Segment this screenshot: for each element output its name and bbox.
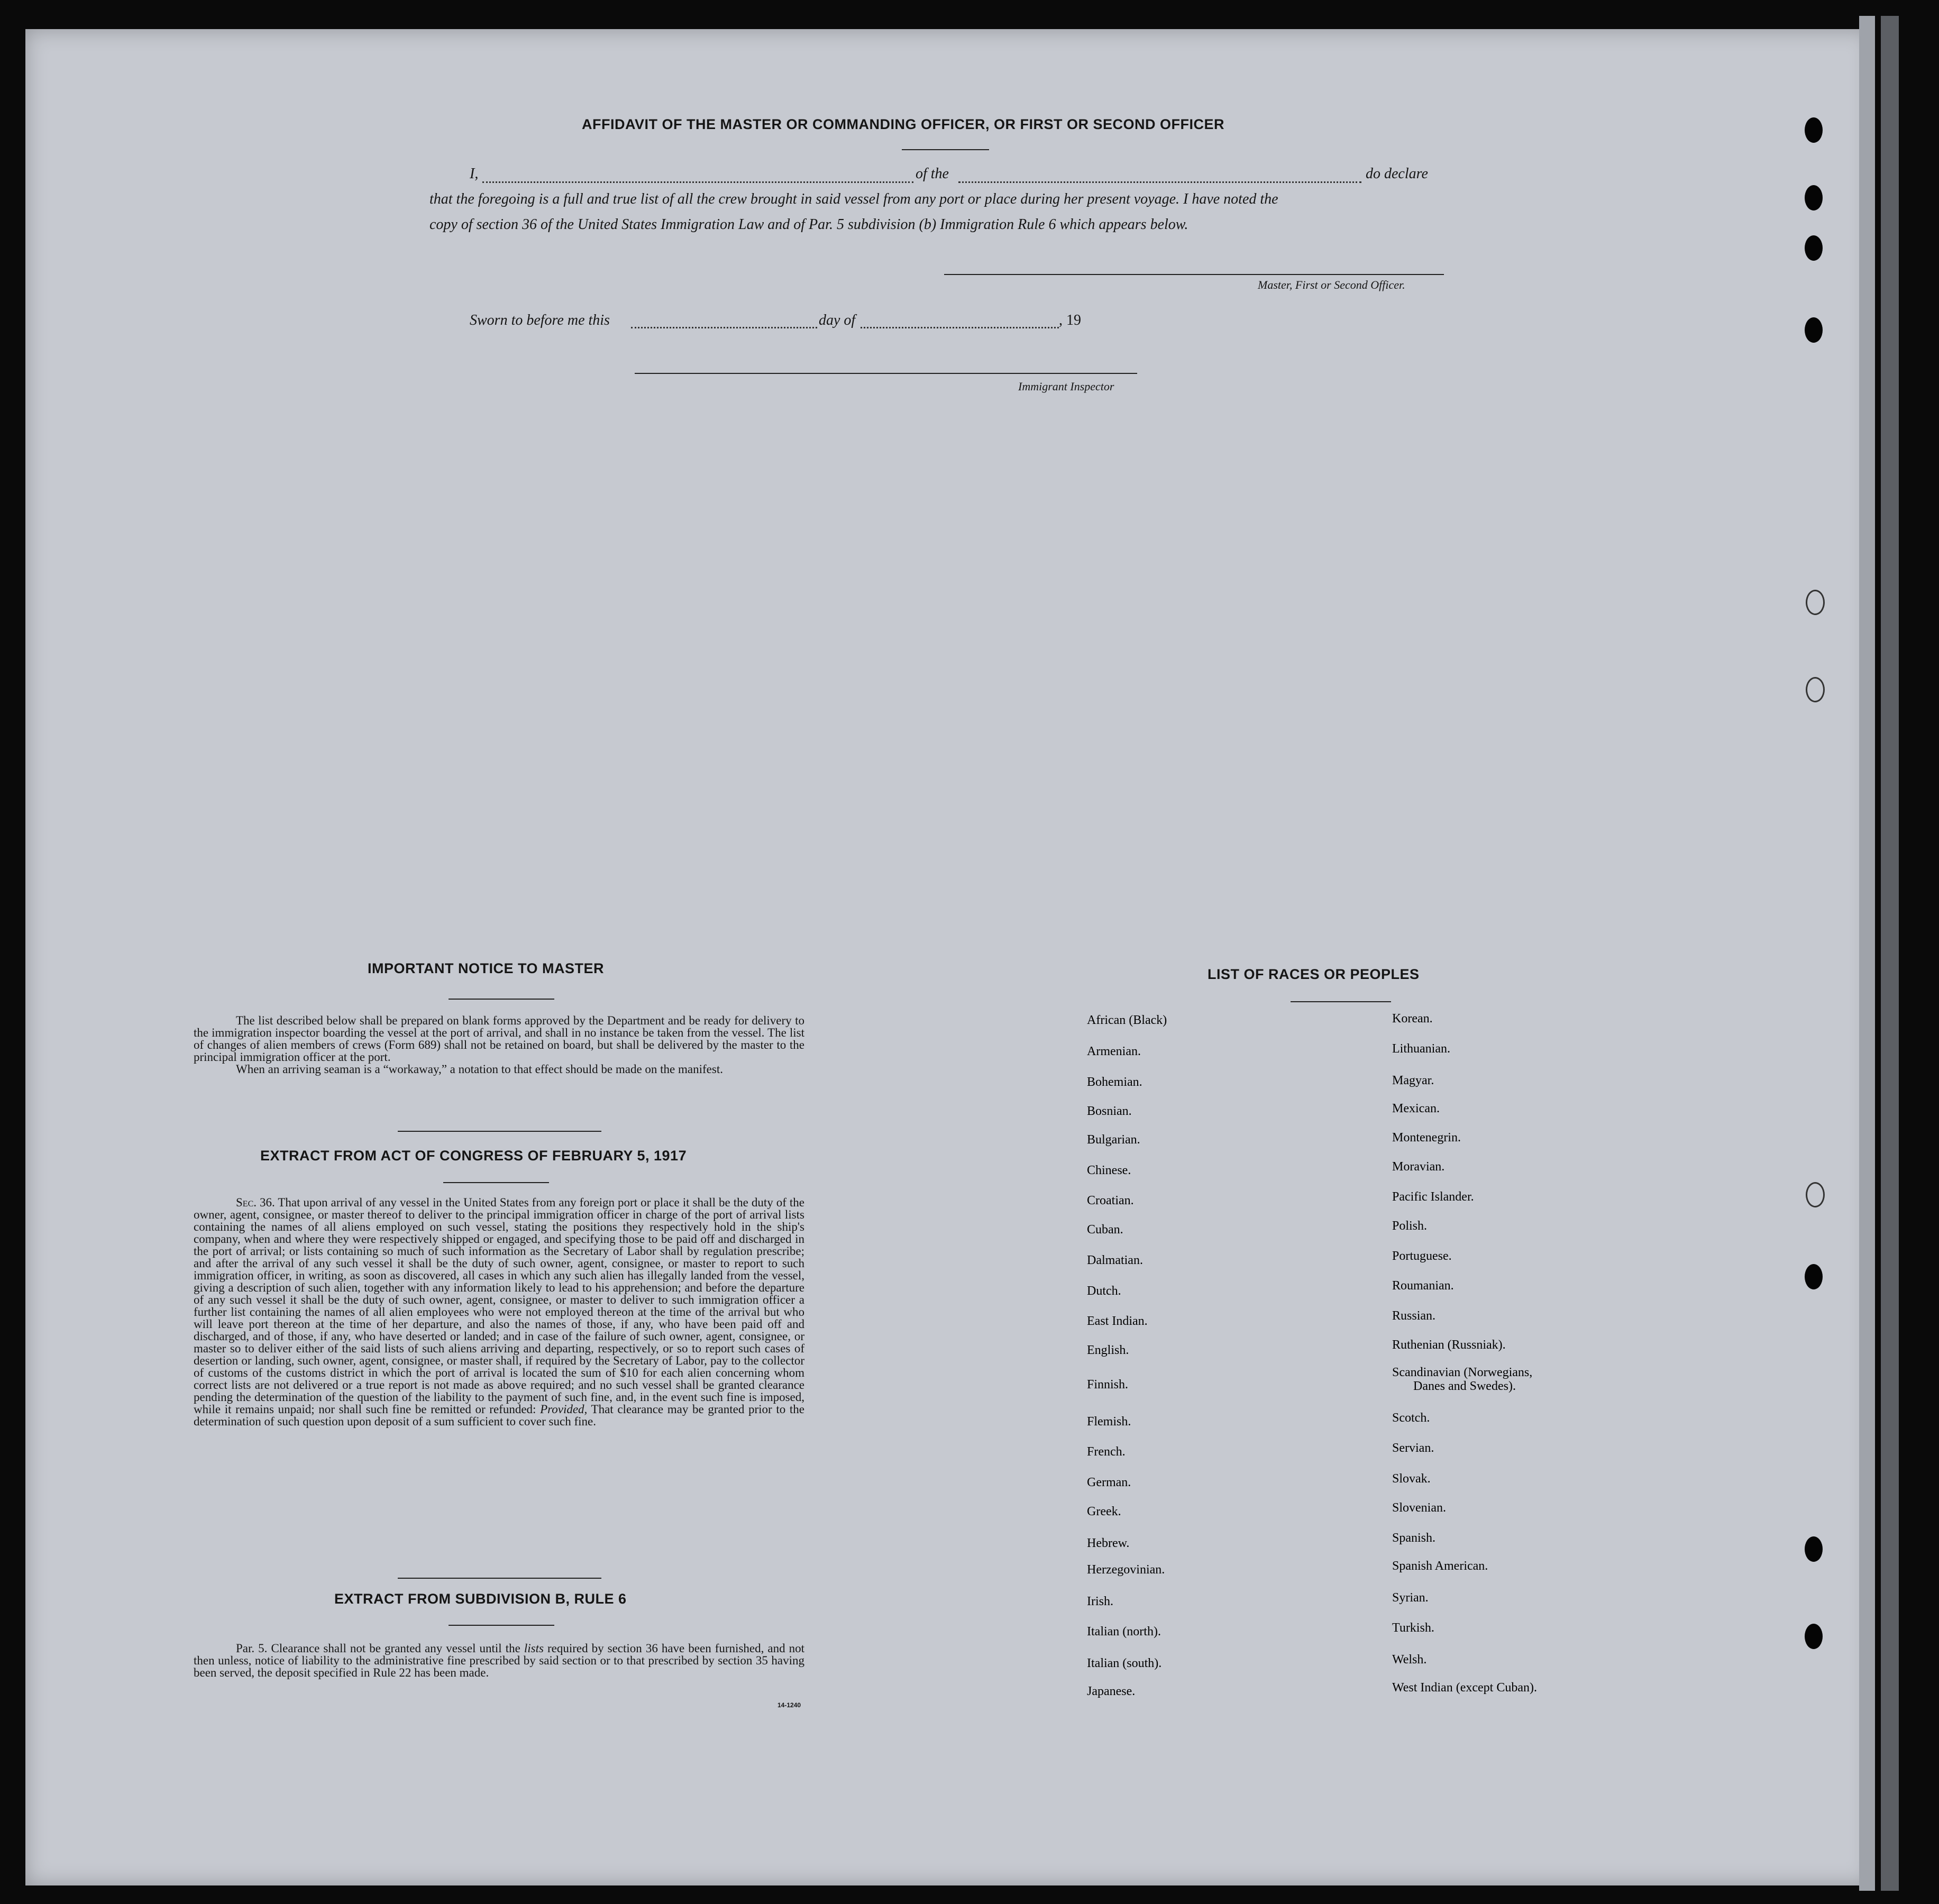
sworn-day-blank [631, 327, 817, 328]
lists-word: lists [524, 1642, 544, 1655]
race-item: Greek. [1087, 1505, 1121, 1518]
affidavit-declare-label: do declare [1366, 166, 1428, 182]
race-item: German. [1087, 1476, 1131, 1489]
inspector-label: Immigrant Inspector [1018, 380, 1114, 393]
form-number: 14-1240 [778, 1701, 801, 1709]
race-item: Cuban. [1087, 1223, 1123, 1237]
race-item: Ruthenian (Russniak). [1392, 1338, 1506, 1352]
race-item: Polish. [1392, 1219, 1428, 1233]
act-extract-title: EXTRACT FROM ACT OF CONGRESS OF FEBRUARY 5, 1917 [260, 1148, 687, 1164]
race-item: Flemish. [1087, 1415, 1131, 1429]
inspector-signature-line [635, 373, 1137, 374]
race-item: West Indian (except Cuban). [1392, 1681, 1537, 1695]
binder-hole [1806, 677, 1825, 702]
rule-extract-title: EXTRACT FROM SUBDIVISION B, RULE 6 [334, 1591, 627, 1607]
race-item: Herzegovinian. [1087, 1563, 1165, 1577]
race-item: Danes and Swedes). [1413, 1379, 1516, 1393]
sworn-label: Sworn to before me this [470, 312, 610, 328]
affidavit-title: AFFIDAVIT OF THE MASTER OR COMMANDING OFFICER, OR FIRST OR SECOND OFFICER [582, 116, 1224, 132]
rule-text-end: required by section 36 have been furnished, and not then unless, notice of liability to the administrative fine prescribed by said section or to that prescribed by section 35 having been served, the deposit specified in Rule 22 has been made. [194, 1642, 805, 1679]
race-item: Pacific Islander. [1392, 1190, 1474, 1204]
race-item: Welsh. [1392, 1653, 1427, 1667]
binder-hole [1805, 185, 1823, 210]
races-title: LIST OF RACES OR PEOPLES [1208, 966, 1420, 982]
race-item: Mexican. [1392, 1102, 1440, 1115]
binder-hole [1805, 317, 1823, 343]
race-item: Moravian. [1392, 1160, 1445, 1174]
affidavit-statement-2: copy of section 36 of the United States Immigration Law and of Par. 5 subdivision (b) Immigration Rule 6 which appears below. [429, 216, 1188, 233]
race-item: Finnish. [1087, 1378, 1129, 1392]
act-extract-body [194, 1196, 804, 1427]
document-page [25, 29, 1871, 1885]
race-item: Slovenian. [1392, 1501, 1446, 1515]
divider [449, 999, 554, 1000]
binder-hole [1805, 117, 1823, 143]
race-item: Russian. [1392, 1309, 1436, 1323]
binder-hole [1806, 1182, 1825, 1207]
binder-hole [1806, 590, 1825, 615]
race-item: Spanish American. [1392, 1559, 1488, 1573]
race-item: Bohemian. [1087, 1075, 1142, 1089]
race-item: Turkish. [1392, 1621, 1434, 1635]
race-item: African (Black) [1087, 1013, 1167, 1027]
divider [443, 1182, 549, 1183]
name-blank [482, 181, 913, 183]
race-item: Chinese. [1087, 1164, 1131, 1177]
race-item: Spanish. [1392, 1531, 1436, 1545]
rule-extract-body [194, 1642, 804, 1679]
race-item: Montenegrin. [1392, 1131, 1461, 1145]
notice-title: IMPORTANT NOTICE TO MASTER [368, 960, 604, 976]
race-item: East Indian. [1087, 1314, 1148, 1328]
section-label: Sec. 36. [236, 1196, 275, 1209]
page-edge [1859, 16, 1875, 1891]
race-item: Dutch. [1087, 1284, 1121, 1298]
vessel-blank [958, 181, 1361, 183]
race-item: French. [1087, 1445, 1126, 1459]
race-item: Armenian. [1087, 1045, 1141, 1058]
rule-text-start: Par. 5. Clearance shall not be granted any vessel until the [236, 1642, 520, 1655]
race-item: Servian. [1392, 1441, 1434, 1455]
affidavit-of-the-label: of the [916, 166, 949, 182]
proviso-label: Provided, [540, 1403, 588, 1416]
section-text: That upon arrival of any vessel in the United States from any foreign port or place it shall be the duty of the owner, agent, consignee, or master thereof to deliver to the principal immigration officer in charge of the port of arrival lists containing the names of all aliens employed on such vessel, stating the positions they respectively hold in the ship's company, when and where they were respectively shipped or engaged, and specifying those to be paid off and discharged in the port of arrival; or lists containing so much of such information as the Secretary of Labor shall by regulation prescribe; and after the arrival of any such vessel it shall be the duty of such owner, agent, consignee, or master to report to such immigration officer, in writing, as soon as discovered, all cases in which any such alien has illegally landed from the vessel, giving a description of such alien, together with any information likely to lead to his apprehension; and before the departure of any such vessel it shall be the duty of such owner, agent, consignee, or master to deliver to such immigration officer a further list containing the names of all alien employees who were not employed thereon at the time of the arrival but who will leave port thereon at the time of her departure, and also the names of those, if any, who have been paid off and discharged, and of those, if any, who have deserted or landed; and in case of the failure of such owner, agent, consignee, or master so to deliver either of the said lists of such aliens arriving and departing, respectively, or so to report such cases of desertion or landing, such owner, agent, consignee, or master shall, if required by the Secretary of Labor, pay to the collector of customs of the customs district in which the port of arrival is located the sum of $10 for each alien concerning whom correct lists are not delivered or a true report is not made as above required; and no such vessel shall be granted clearance pending the determination of the question of the liability to the payment of such fine, and, in the event such fine is imposed, while it remains unpaid; nor shall such fine be remitted or refunded: [194, 1196, 804, 1416]
affidavit-statement: that the foregoing is a full and true list of all the crew brought in said vessel from any port or place during her present voyage. I have noted the [429, 191, 1278, 207]
notice-paragraph: The list described below shall be prepared on blank forms approved by the Department and be ready for delivery to the immigration inspector boarding the vessel at the port of arrival, and shall in no instance be taken from the vessel. The list of changes of alien members of crews (Form 689) shall not be retained on board, but shall be delivered by the master to the principal immigration officer at the port. [194, 1014, 804, 1064]
race-item: Magyar. [1392, 1074, 1434, 1087]
race-item: Japanese. [1087, 1685, 1136, 1698]
binder-hole [1805, 1536, 1823, 1562]
signature-label: Master, First or Second Officer. [1258, 278, 1405, 291]
divider [1291, 1001, 1391, 1002]
race-item: Italian (south). [1087, 1656, 1162, 1670]
race-item: Scotch. [1392, 1411, 1430, 1425]
sworn-year-label: , 19 [1059, 312, 1081, 328]
signature-line [944, 274, 1444, 275]
race-item: English. [1087, 1343, 1129, 1357]
race-item: Bosnian. [1087, 1104, 1132, 1118]
affidavit-i-label: I, [470, 166, 479, 182]
race-item: Portuguese. [1392, 1249, 1452, 1263]
divider [902, 149, 989, 150]
race-item: Bulgarian. [1087, 1133, 1140, 1147]
race-item: Korean. [1392, 1012, 1433, 1026]
race-item: Italian (north). [1087, 1625, 1161, 1638]
notice-paragraph: When an arriving seaman is a “workaway,” a notation to that effect should be made on the manifest. [236, 1063, 723, 1076]
binder-hole [1805, 1264, 1823, 1289]
race-item: Croatian. [1087, 1194, 1134, 1207]
race-item: Irish. [1087, 1595, 1113, 1608]
page-edge-shadow [1881, 16, 1899, 1891]
binder-hole [1805, 235, 1823, 261]
race-item: Syrian. [1392, 1591, 1429, 1605]
proviso-text: That clearance may be granted prior to the determination of such question upon deposit of a sum sufficient to cover such fine. [194, 1403, 804, 1428]
race-item: Roumanian. [1392, 1279, 1454, 1293]
divider [398, 1131, 601, 1132]
binder-hole [1805, 1624, 1823, 1649]
sworn-day-of-label: day of [819, 312, 856, 328]
race-item: Lithuanian. [1392, 1042, 1450, 1056]
divider [398, 1578, 601, 1579]
notice-body [194, 1014, 804, 1075]
race-item: Dalmatian. [1087, 1253, 1143, 1267]
sworn-month-blank [861, 327, 1059, 328]
race-item: Hebrew. [1087, 1536, 1130, 1550]
divider [449, 1625, 554, 1626]
race-item: Scandinavian (Norwegians, [1392, 1366, 1533, 1379]
race-item: Slovak. [1392, 1472, 1431, 1486]
